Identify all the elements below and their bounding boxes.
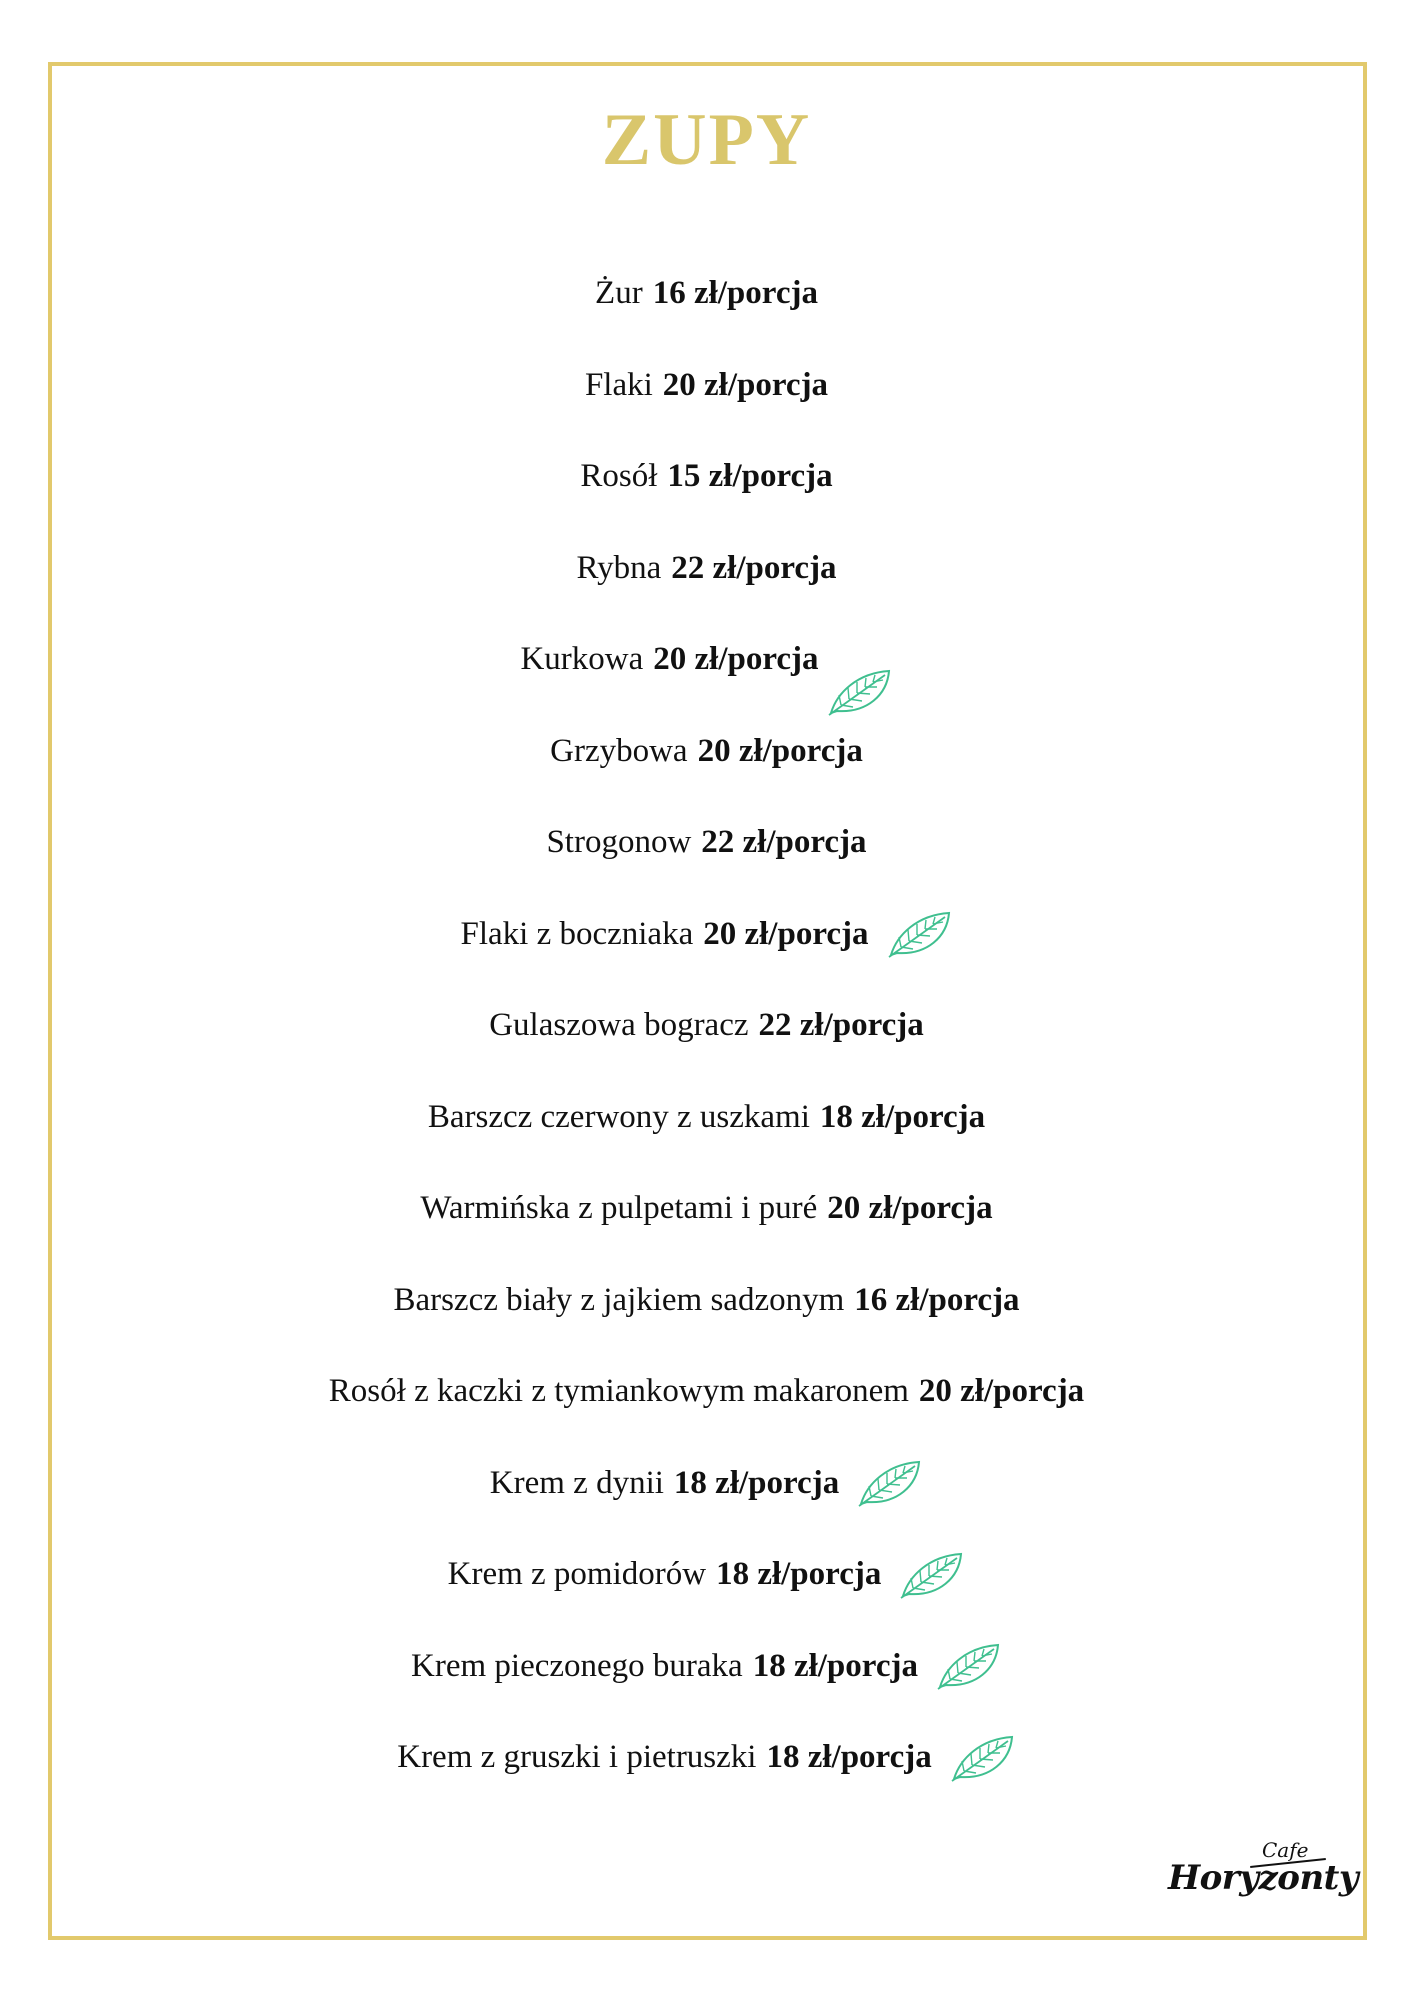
menu-item-price: 18 zł/porcja [766, 1739, 932, 1776]
menu-item-name: Warmińska z pulpetami i puré [420, 1190, 818, 1227]
menu-item [0, 980, 1413, 1072]
menu-item-name: Barszcz czerwony z uszkami [427, 1098, 810, 1135]
menu-item-row [428, 1099, 985, 1136]
menu-item-price: 18 zł/porcja [752, 1647, 918, 1684]
logo-cafe-text: Cafe [1262, 1838, 1309, 1862]
menu-item-name: Rosół z kaczki z tymiankowym makaronem [328, 1373, 909, 1410]
menu-item-name: Krem pieczonego buraka [411, 1647, 743, 1684]
menu-item-row [460, 909, 952, 959]
menu-item [0, 1255, 1413, 1347]
logo-brand-text: Horyzonty [1168, 1858, 1359, 1898]
menu-item-row [490, 1458, 923, 1508]
leaf-icon [887, 909, 953, 959]
menu-item-row [580, 458, 832, 495]
menu-item [0, 523, 1413, 615]
menu-item [0, 431, 1413, 523]
menu-item-row [520, 635, 892, 685]
menu-title: ZUPY [601, 99, 812, 181]
menu-item-row [329, 1373, 1084, 1410]
menu-item-row [546, 824, 866, 861]
menu-item-name: Barszcz biały z jajkiem sadzonym [393, 1281, 845, 1318]
leaf-icon [899, 1550, 965, 1600]
menu-list [0, 248, 1413, 1804]
menu-item-name: Kurkowa [520, 641, 644, 678]
menu-item-price: 22 zł/porcja [758, 1007, 924, 1044]
menu-item-price: 20 zł/porcja [662, 366, 829, 403]
menu-item-price: 18 zł/porcja [716, 1556, 882, 1593]
menu-item [0, 797, 1413, 889]
menu-item [0, 340, 1413, 432]
menu-item-name: Flaki [584, 366, 653, 403]
menu-item [0, 1712, 1413, 1804]
menu-item-row [411, 1641, 1002, 1691]
menu-item-price: 20 zł/porcja [703, 915, 869, 952]
menu-item-row [550, 733, 863, 770]
menu-item-price: 18 zł/porcja [673, 1464, 840, 1501]
menu-item-price: 20 zł/porcja [918, 1373, 1085, 1410]
leaf-icon [857, 1458, 923, 1508]
menu-item-name: Żur [595, 275, 643, 312]
menu-item-name: Krem z pomidorów [447, 1556, 707, 1593]
menu-item [0, 1438, 1413, 1530]
menu-item [0, 1163, 1413, 1255]
menu-item-row [585, 367, 828, 404]
menu-item [0, 706, 1413, 798]
menu-item-name: Krem z dynii [489, 1464, 664, 1501]
menu-item-price: 20 zł/porcja [653, 641, 819, 678]
menu-item [0, 1346, 1413, 1438]
menu-item-row [397, 1733, 1016, 1783]
menu-item-name: Flaki z boczniaka [460, 915, 694, 952]
menu-item-name: Gulaszowa bogracz [489, 1007, 749, 1044]
menu-item-name: Grzybowa [550, 732, 688, 769]
menu-item [0, 889, 1413, 981]
menu-item-name: Rosół [580, 458, 658, 495]
menu-item-row [448, 1550, 966, 1600]
menu-item-name: Strogonow [546, 824, 692, 861]
menu-item-price: 15 zł/porcja [667, 458, 833, 495]
menu-item-price: 16 zł/porcja [652, 275, 818, 312]
menu-item-name: Krem z gruszki i pietruszki [397, 1739, 757, 1776]
menu-item-row [576, 550, 836, 587]
menu-item-price: 18 zł/porcja [819, 1098, 986, 1135]
menu-item-price: 16 zł/porcja [854, 1281, 1020, 1318]
menu-item [0, 1621, 1413, 1713]
menu-item [0, 1072, 1413, 1164]
menu-item-row [420, 1190, 992, 1227]
menu-item [0, 1529, 1413, 1621]
menu-item-name: Rybna [576, 549, 662, 586]
menu-item-row [393, 1282, 1019, 1319]
menu-item-price: 20 zł/porcja [697, 732, 863, 769]
leaf-icon [936, 1641, 1002, 1691]
menu-item-price: 22 zł/porcja [671, 549, 837, 586]
menu-item-row [595, 275, 818, 312]
menu-item-row [489, 1007, 924, 1044]
menu-item-price: 22 zł/porcja [701, 824, 867, 861]
cafe-logo [1160, 1838, 1359, 1908]
leaf-icon [950, 1733, 1016, 1783]
menu-item-price: 20 zł/porcja [827, 1190, 993, 1227]
menu-item [0, 248, 1413, 340]
menu-item [0, 614, 1413, 706]
